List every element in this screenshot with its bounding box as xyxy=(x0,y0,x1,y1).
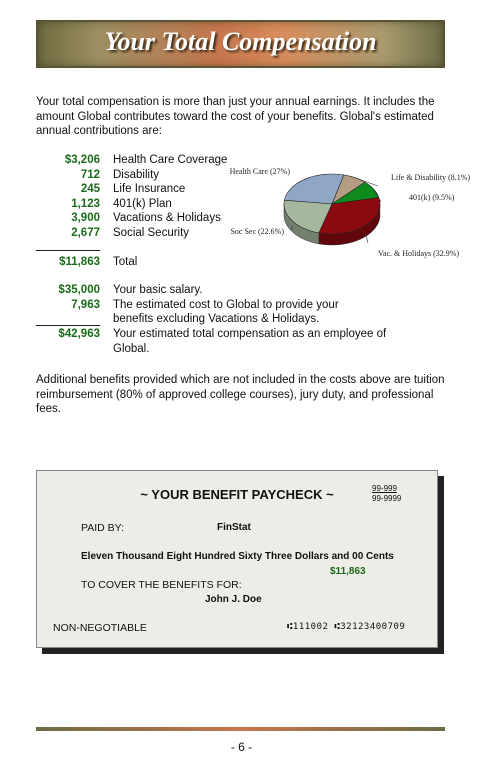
salary-amount: $35,000 xyxy=(58,284,100,296)
grand-total-label-line2: Global. xyxy=(113,342,150,355)
contribution-label: 401(k) Plan xyxy=(113,197,172,210)
pie-slice-label: Vac. & Holidays (32.9%) xyxy=(378,249,460,258)
cover-label: TO COVER THE BENEFITS FOR: xyxy=(81,579,242,591)
contribution-amount: 1,123 xyxy=(71,197,100,210)
benefit-paycheck xyxy=(36,470,438,648)
total-label: Total xyxy=(113,256,138,268)
grand-total-row-cont xyxy=(36,343,436,358)
salary-row xyxy=(36,284,256,299)
page-title: Your Total Compensation xyxy=(104,27,377,56)
excluded-amount: 7,963 xyxy=(71,298,100,311)
grand-total-amount: $42,963 xyxy=(58,328,100,340)
contribution-label: Health Care Coverage xyxy=(113,154,228,166)
benefits-pie-chart xyxy=(228,158,478,268)
contribution-row xyxy=(36,169,256,184)
contribution-amount: $3,206 xyxy=(64,154,100,166)
excluded-label-line2: benefits excluding Vacations & Holidays. xyxy=(113,313,320,325)
contribution-label: Disability xyxy=(113,168,160,181)
pie-slice-label: 401(k) (9.5%) xyxy=(409,193,455,202)
contribution-row xyxy=(36,183,256,198)
contribution-amount: 712 xyxy=(80,168,100,181)
grand-total-label-line1: Your estimated total compensation as an employee of xyxy=(113,328,387,340)
additional-benefits-note: Additional benefits provided which are not included in the costs above are tuition reimbursement (80% of approved college courses), jury duty, and professional fees. xyxy=(36,374,445,415)
amount-in-words: Eleven Thousand Eight Hundred Sixty Three Dollars and 00 Cents xyxy=(81,551,394,562)
salary-label: Your basic salary. xyxy=(113,284,203,296)
excluded-label-line1: The estimated cost to Global to provide your xyxy=(113,298,339,311)
page-number: - 6 - xyxy=(230,740,253,754)
title-banner xyxy=(36,20,445,68)
total-row xyxy=(36,256,256,271)
total-amount: $11,863 xyxy=(59,256,100,268)
contribution-row xyxy=(36,212,256,227)
contribution-row xyxy=(36,227,256,242)
pie-slice-label: Life & Disability (8.1%) xyxy=(391,173,471,182)
pie-slice-label: Health Care (27%) xyxy=(229,167,290,176)
contribution-amount: 2,677 xyxy=(71,226,100,239)
grand-total-divider xyxy=(36,325,100,326)
contribution-label: Life Insurance xyxy=(113,183,186,195)
check-title: ~ YOUR BENEFIT PAYCHECK ~ xyxy=(140,487,334,502)
non-negotiable-label: NON-NEGOTIABLE xyxy=(53,622,147,634)
grand-total-row xyxy=(36,328,436,343)
check-routing-bottom: 99-9999 xyxy=(372,494,402,503)
check-routing-top: 99-999 xyxy=(372,484,397,493)
intro-paragraph: Your total compensation is more than just your annual earnings. It includes the amount Global contributes toward the cost of your benefits. Global's estimated annual contributions are: xyxy=(36,96,435,137)
footer-rule xyxy=(36,727,445,731)
contribution-amount: 3,900 xyxy=(71,212,100,224)
paid-by-value: FinStat xyxy=(217,522,251,533)
paid-by-label: PAID BY: xyxy=(81,522,124,534)
contribution-row xyxy=(36,154,256,169)
payee-name: John J. Doe xyxy=(205,594,262,605)
check-amount: $11,863 xyxy=(330,566,366,577)
total-divider xyxy=(36,250,100,251)
excluded-row xyxy=(36,299,366,314)
pie-slice-label: Soc Sec (22.6%) xyxy=(230,227,284,236)
micr-line: ⑆111002 ⑆32123400709 xyxy=(287,622,406,632)
contribution-amount: 245 xyxy=(80,183,100,195)
contribution-label: Social Security xyxy=(113,226,190,239)
contribution-row xyxy=(36,198,256,213)
contribution-label: Vacations & Holidays xyxy=(113,212,221,224)
